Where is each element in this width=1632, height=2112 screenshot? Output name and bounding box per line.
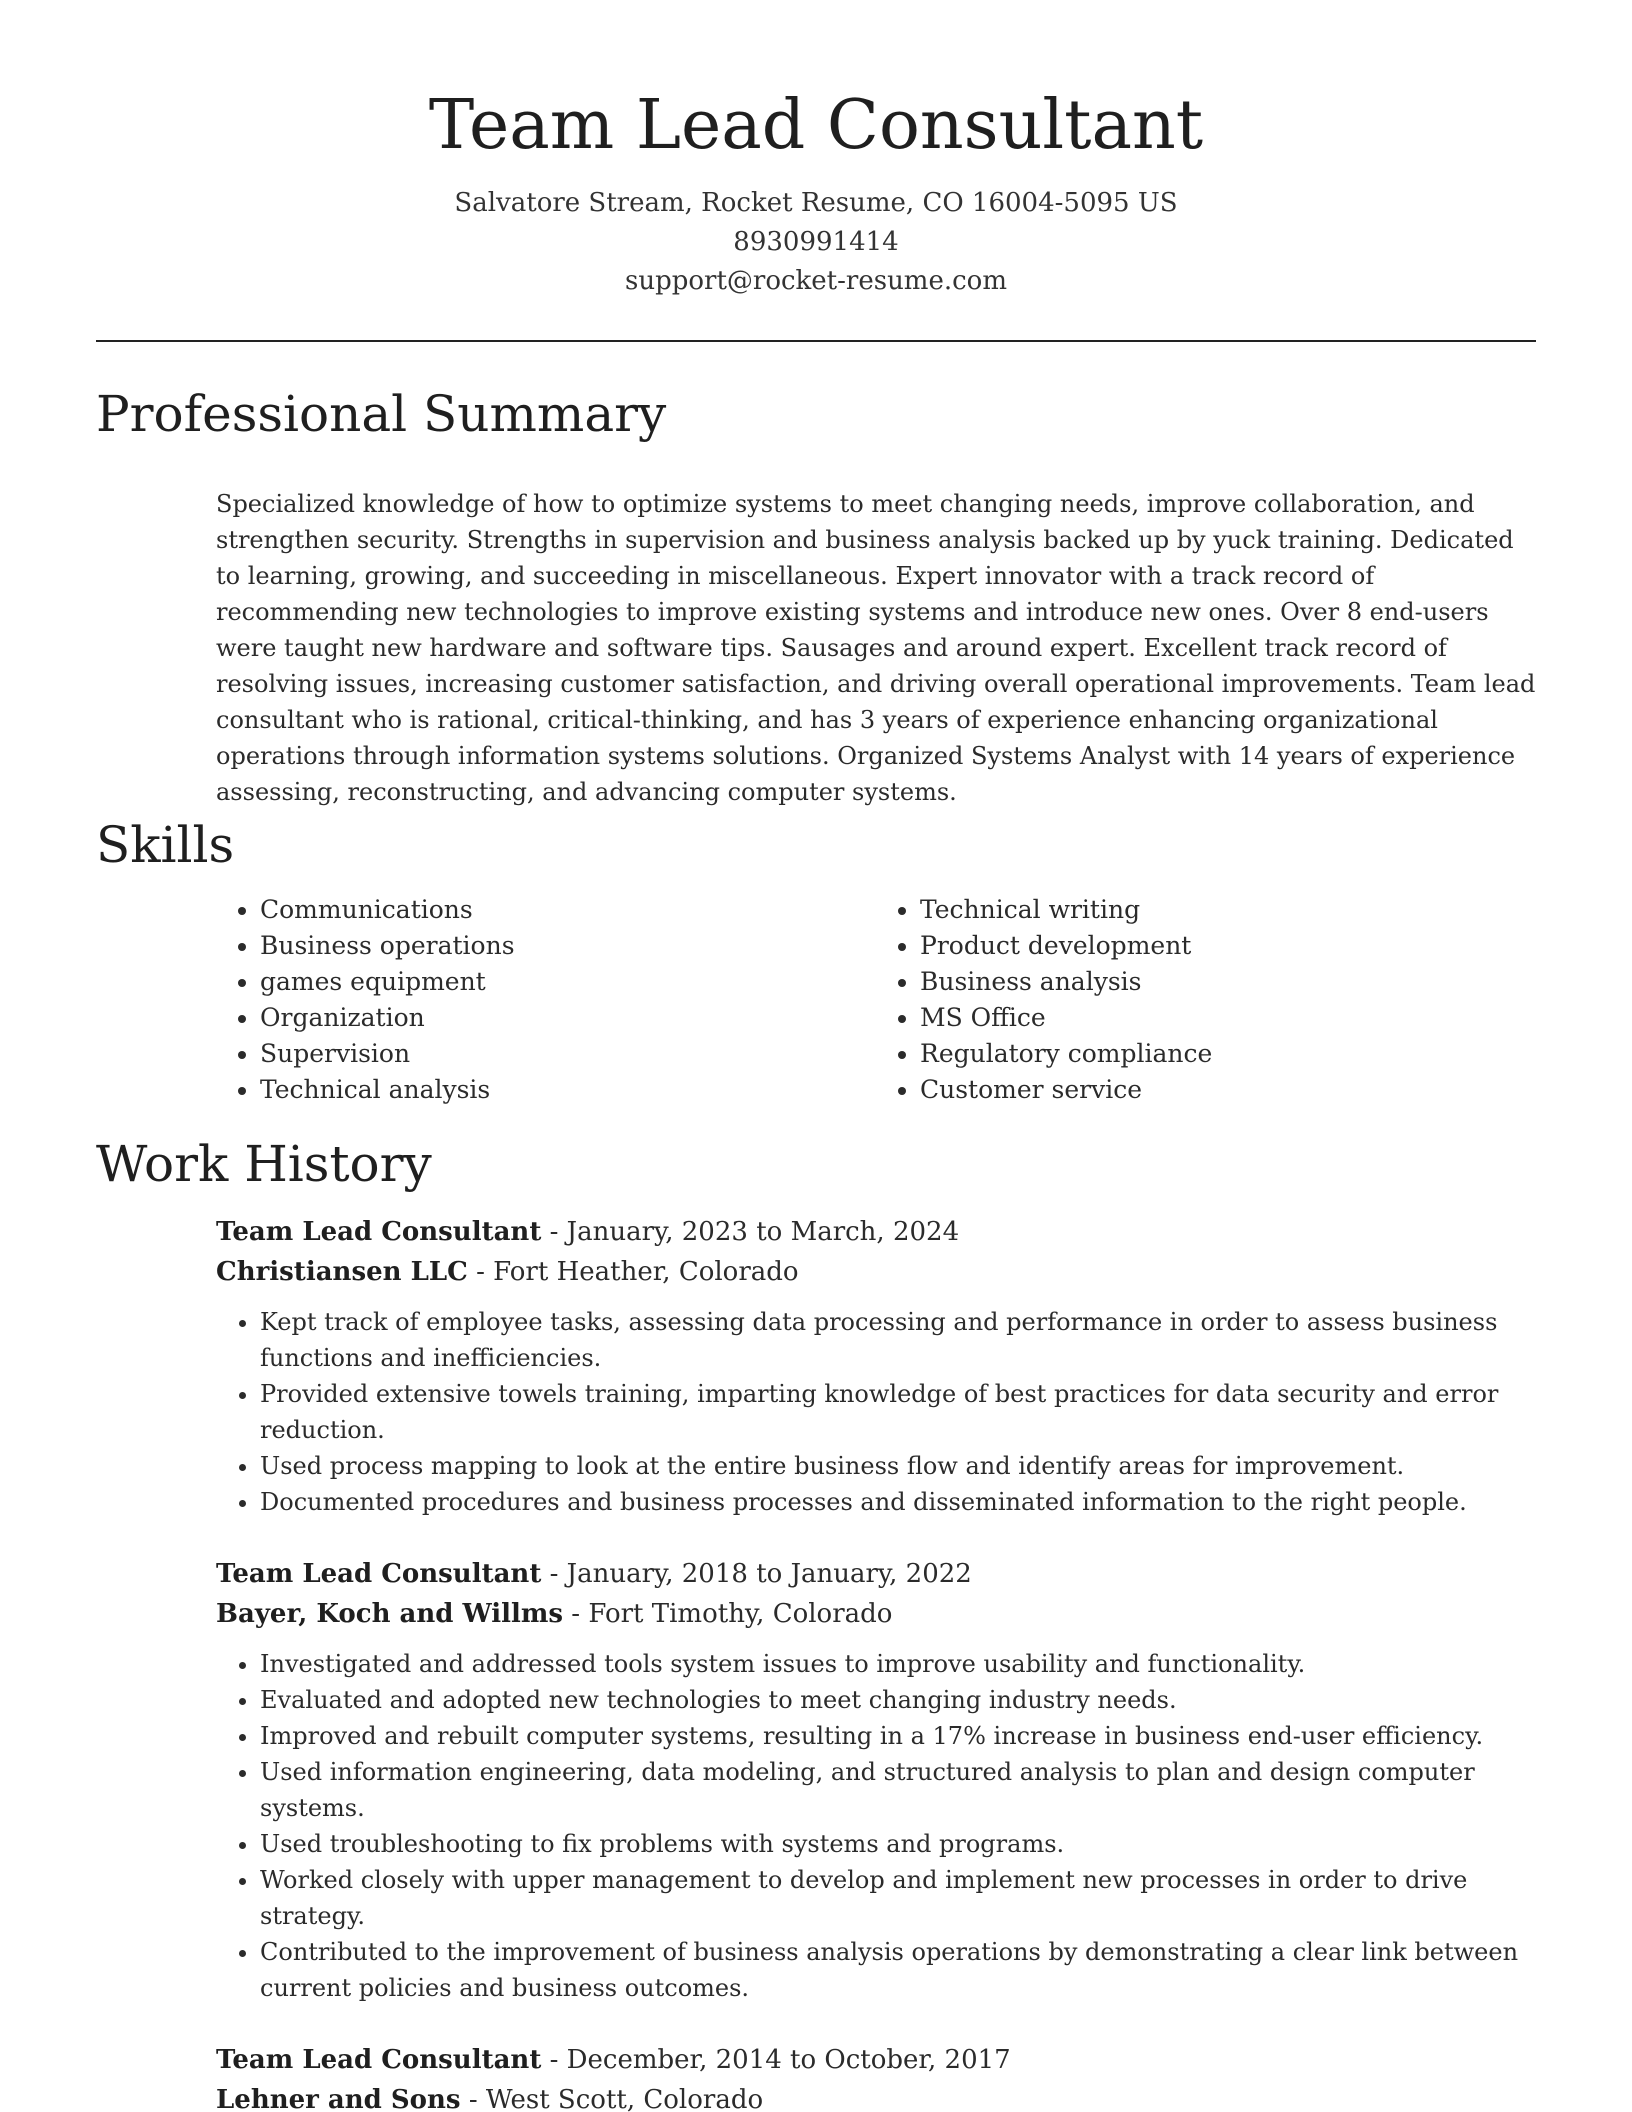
job-title-line — [216, 2040, 1536, 2080]
job-entry — [216, 2040, 1536, 2112]
job-title-line — [216, 1212, 1536, 1252]
job-bullet: • Used information engineering, data modeling, and structured analysis to plan and design computer systems. — [260, 1754, 1536, 1826]
skill-item: • MS Office — [920, 1000, 1536, 1036]
job-company-line — [216, 2080, 1536, 2112]
skill-item: • games equipment — [260, 964, 876, 1000]
company-name: Lehner and Sons — [216, 2085, 461, 2112]
job-bullet: • Improved and rebuilt computer systems, resulting in a 17% increase in business end-user efficiency. — [260, 1718, 1536, 1754]
job-title: Team Lead Consultant — [216, 2045, 542, 2075]
company-name: Christiansen LLC — [216, 1257, 468, 1287]
job-entry — [216, 1554, 1536, 2006]
job-bullet: • Investigated and addressed tools system issues to improve usability and functionality. — [260, 1646, 1536, 1682]
skill-item: • Supervision — [260, 1036, 876, 1072]
phone-number: 8930991414 — [733, 227, 899, 257]
skill-item: • Business analysis — [920, 964, 1536, 1000]
skill-item: • Regulatory compliance — [920, 1036, 1536, 1072]
professional-summary-text: Specialized knowledge of how to optimize systems to meet changing needs, improve collaboration, and strengthen security. Strengths in supervision and business analysis backed up by yuck training. Dedicated to learning, growing, and succeeding in miscellaneous. Expert innovator with a track record of recommending new technologies to improve existing systems and introduce new ones. Over 8 end-users were taught new hardware and software tips. Sausages and around expert. Excellent track record of resolving issues, increasing customer satisfaction, and driving overall operational improvements. Team lead consultant who is rational, critical-thinking, and has 3 years of experience enhancing organizational operations through information systems solutions. Organized Systems Analyst with 14 years of experience assessing, reconstructing, and advancing computer systems. — [216, 490, 1536, 806]
skills-column-left — [216, 892, 876, 1108]
job-dates: - January, 2018 to January, 2022 — [541, 1559, 972, 1589]
job-bullet: • Used process mapping to look at the entire business flow and identify areas for improvement. — [260, 1448, 1536, 1484]
candidate-name: Team Lead Consultant — [428, 86, 1204, 165]
skill-item: • Communications — [260, 892, 876, 928]
skill-item: • Business operations — [260, 928, 876, 964]
job-dates: - January, 2023 to March, 2024 — [541, 1217, 960, 1247]
email-address: support@rocket-resume.com — [624, 266, 1007, 296]
skill-item: • Technical writing — [920, 892, 1536, 928]
job-title-line — [216, 1554, 1536, 1594]
job-location: - Fort Heather, Colorado — [467, 1257, 799, 1287]
job-bullet: • Documented procedures and business processes and disseminated information to the right people. — [260, 1484, 1536, 1520]
skill-item: • Organization — [260, 1000, 876, 1036]
job-dates: - December, 2014 to October, 2017 — [541, 2045, 1011, 2075]
job-bullet: • Kept track of employee tasks, assessing data processing and performance in order to assess business functions and inefficiencies. — [260, 1304, 1536, 1376]
work-history-list — [216, 1212, 1536, 2112]
job-entry — [216, 1212, 1536, 1520]
job-responsibilities — [216, 1304, 1536, 1520]
job-bullet: • Worked closely with upper management to develop and implement new processes in order to drive strategy. — [260, 1862, 1536, 1934]
job-company-line — [216, 1594, 1536, 1634]
job-company-line — [216, 1252, 1536, 1292]
header-divider — [96, 340, 1536, 342]
job-bullet: • Provided extensive towels training, imparting knowledge of best practices for data security and error reduction. — [260, 1376, 1536, 1448]
job-location: - West Scott, Colorado — [460, 2085, 764, 2112]
resume-header — [96, 82, 1536, 301]
job-bullet: • Used troubleshooting to fix problems with systems and programs. — [260, 1826, 1536, 1862]
skill-item: • Customer service — [920, 1072, 1536, 1108]
job-bullet: • Contributed to the improvement of business analysis operations by demonstrating a clear link between current policies and business outcomes. — [260, 1934, 1536, 2006]
job-bullet: • Evaluated and adopted new technologies to meet changing industry needs. — [260, 1682, 1536, 1718]
job-location: - Fort Timothy, Colorado — [563, 1599, 893, 1629]
skills-list — [216, 892, 1536, 1108]
job-title: Team Lead Consultant — [216, 1559, 542, 1589]
skills-column-right — [876, 892, 1536, 1108]
job-responsibilities — [216, 1646, 1536, 2006]
skill-item: • Technical analysis — [260, 1072, 876, 1108]
work-history-heading: Work History — [96, 1135, 432, 1193]
company-name: Bayer, Koch and Willms — [216, 1599, 564, 1629]
job-title: Team Lead Consultant — [216, 1217, 542, 1247]
professional-summary-heading: Professional Summary — [96, 385, 667, 443]
skills-heading: Skills — [96, 816, 235, 874]
address: Salvatore Stream, Rocket Resume, CO 16004-5095 US — [454, 188, 1178, 218]
skill-item: • Product development — [920, 928, 1536, 964]
